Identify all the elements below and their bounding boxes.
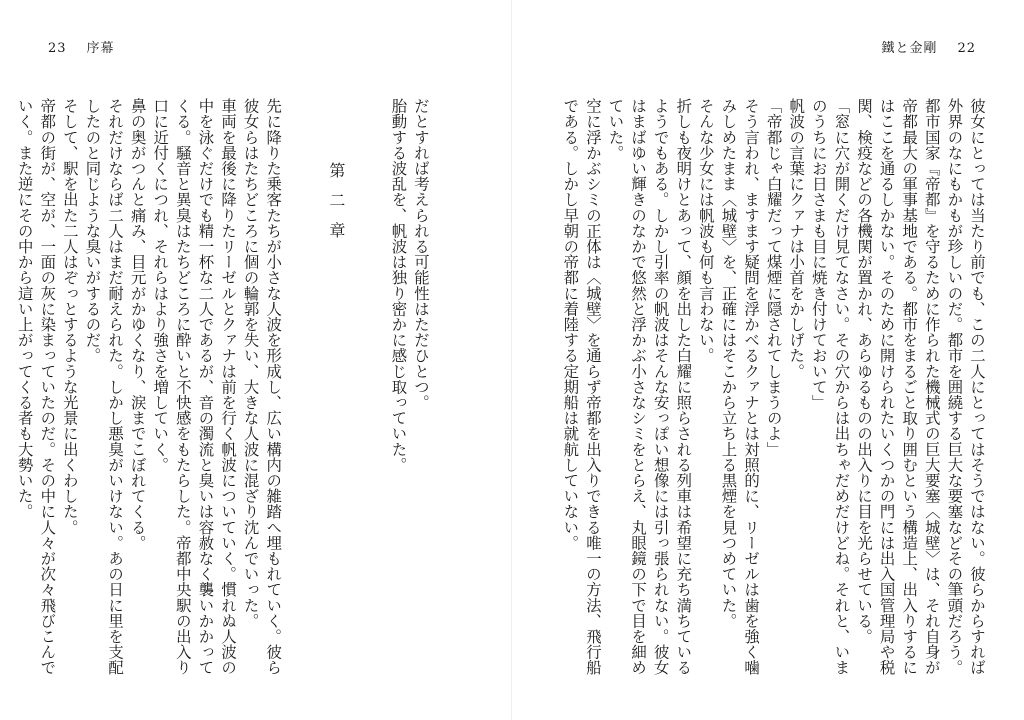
right-page-number: 22 <box>957 41 976 56</box>
paragraph: だとすれば考えられる可能性はただひとつ。 <box>412 98 430 410</box>
left-running-title: 序幕 <box>86 41 115 56</box>
section-gap <box>365 98 387 688</box>
paragraph: それだけならば二人はまだ耐えられた。しかし悪臭がいけない。あの日に里を支配したのと同じような臭いがするのだ。 <box>83 98 125 676</box>
paragraph: 先に降りた乗客たちが小さな人波を形成し、広い構内の雑踏へ埋もれていく。彼ら彼女らはたちどころに個の輪郭を失い、大きな人波に混ざり沈んでいった。 <box>241 98 283 676</box>
paragraph: 空に浮かぶシミの正体は〈城壁〉を通らず帝都を出入りできる唯一の方法、飛行船である。しかし早朝の帝都に着陸する定期船は就航していない。 <box>561 98 602 676</box>
paragraph: 帆波の言葉にクァナは小首をかしげた。 <box>787 98 806 379</box>
right-running-title: 鐵と金剛 <box>881 41 938 56</box>
paragraph: 車両を最後に降りたリーゼルとクァナは前を行く帆波についていく。慣れぬ人波の中を泳ぐだけでも精一杯な二人であるが、音の濁流と臭いは容赦なく襲いかかってくる。騒音と異臭はたちどころに酔いと不快感をもたらした。帝都中央駅の出入り口に近付くにつれ、それらはより強さを増していく。 <box>151 98 238 676</box>
paragraph: 胎動する波乱を、帆波は独り密かに感じ取っていた。 <box>389 98 408 473</box>
left-page-body <box>15 98 432 688</box>
paragraph: 「帝都じゃ白耀だって煤煙に隠されてしまうのよ」 <box>764 98 783 457</box>
paragraph: そんな少女には帆波も何も言わない。 <box>696 98 715 364</box>
chapter-heading: 第二章 <box>326 162 346 252</box>
left-page-header <box>48 37 115 56</box>
paragraph: そう言われ、ますます疑問を浮かべるクァナとは対照的に、リーゼルは歯を強く噛みしめたまま〈城壁〉を、正確にはそこから立ち上る黒煙を見つめていた。 <box>719 98 761 676</box>
paragraph: 都市国家『帝都』を守るために作られた機械式の巨大要塞〈城壁〉は、それ自身が帝都最大の軍事基地である。都市をまるごと取り囲むという構造上、出入りするにはここを通るしかない。そのために開けられたいくつかの門には出入国管理局や税関、検疫などの各機関が置かれ、あらゆるものの出入りに目を光らせている。 <box>855 98 941 676</box>
section-gap <box>284 98 306 688</box>
right-page-header <box>881 37 976 56</box>
paragraph: 「窓に穴が開くだけ見てなさい。その穴からは出ちゃだめだけどね。それと、いまのうちにお日さまも目に焼き付けておいて」 <box>809 98 851 676</box>
paragraph: 鼻の奥がつんと痛み、目元がかゆくなり、涙までこぼれてくる。 <box>128 98 147 551</box>
right-page <box>512 0 1024 720</box>
paragraph: 折しも夜明けとあって、顔を出した白耀に照らされる列車は希望に充ち満ちているようでもある。しかし引率の帆波はそんな安っぽい想像には引っ張られない。彼女はまばゆい輝きのなかで悠然と浮かぶ小さなシミをとらえ、丸眼鏡の下で目を細めていた。 <box>606 98 693 676</box>
left-page-number: 23 <box>48 41 67 56</box>
paragraph: 帝都の街が、空が、一面の灰に染まっていたのだ。その中に人々が次々飛びこんでいく。また逆にその中から這い上がってくる者も大勢いた。 <box>15 98 57 676</box>
paragraph: そして、駅を出た二人はぞっとするような光景に出くわした。 <box>60 98 79 535</box>
paragraph: 彼女にとっては当たり前でも、この二人にとってはそうではない。彼らからすれば外界のなにもかもが珍しいのだ。都市を囲繞する巨大な要塞などその筆頭だろう。 <box>945 98 986 676</box>
right-page-body <box>540 98 988 688</box>
